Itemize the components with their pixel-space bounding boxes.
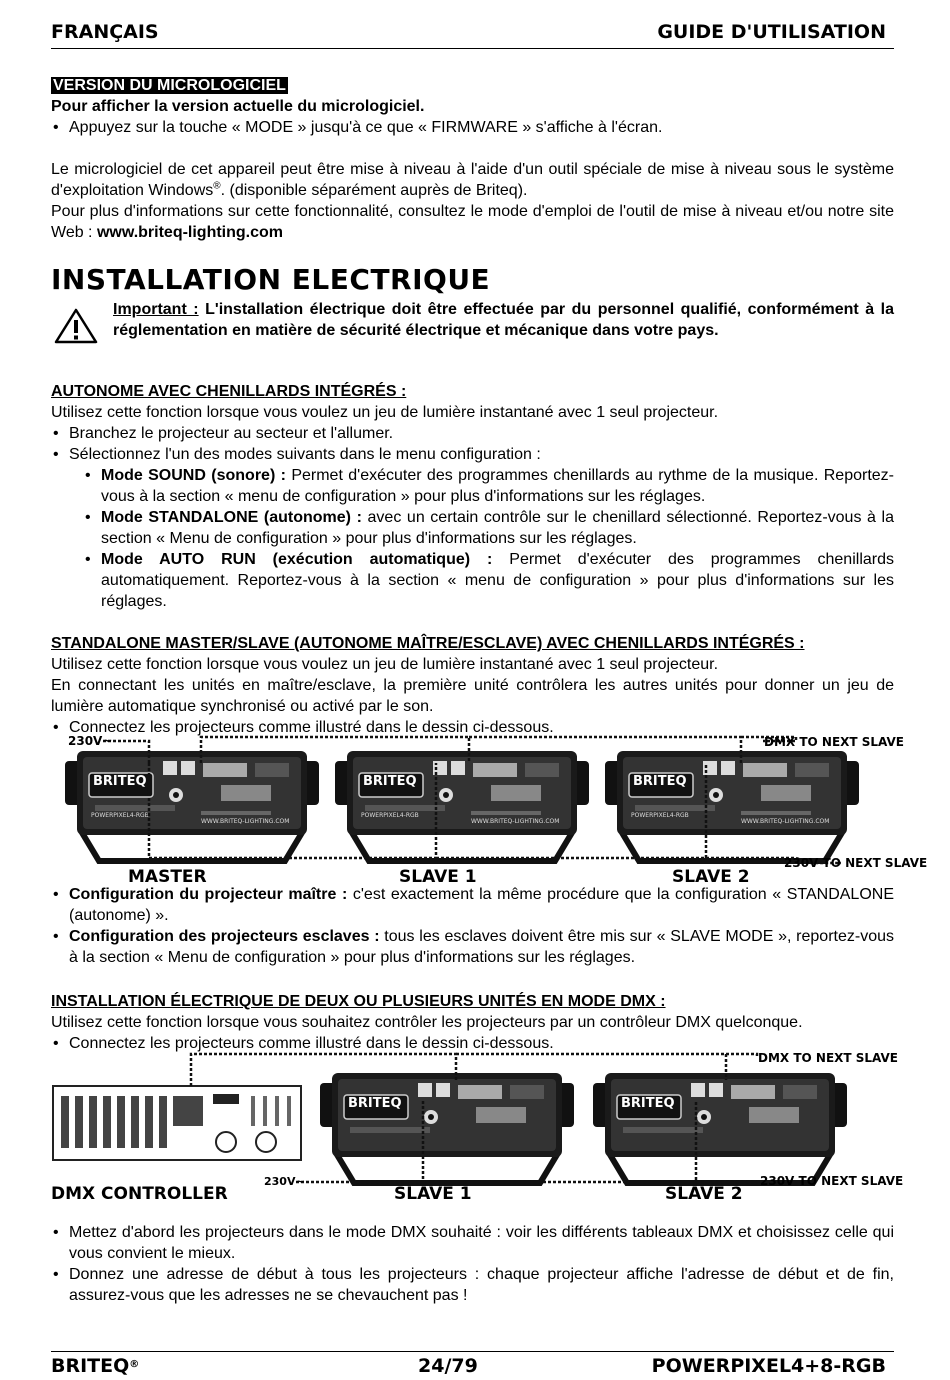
fig2-dmx-next: DMX TO NEXT SLAVE (758, 1051, 898, 1065)
firmware-bullet: • Appuyez sur la touche « MODE » jusqu'à ce que « FIRMWARE » s'affiche à l'écran. (51, 117, 894, 138)
autonome-bullet-2: • Sélectionnez l'un des modes suivants dans le menu configuration : (51, 444, 894, 465)
dmx-heading: INSTALLATION ÉLECTRIQUE DE DEUX OU PLUSIEURS UNITÉS EN MODE DMX : (51, 993, 666, 1010)
footer-model: POWERPIXEL4+8-RGB (651, 1355, 886, 1377)
fig1-model-1: POWERPIXEL4-RGB (91, 812, 149, 819)
fig1-site-2: WWW.BRITEQ-LIGHTING.COM (471, 818, 560, 825)
fig1-site-3: WWW.BRITEQ-LIGHTING.COM (741, 818, 830, 825)
dmx-section (51, 991, 894, 1054)
firmware-subheading: Pour afficher la version actuelle du micrologiciel. (51, 98, 425, 115)
firmware-para1: Le micrologiciel de cet appareil peut être mise à niveau à l'aide d'un outil spéciale de mise à niveau sous le système d'exploitation Windows®. (disponible séparément auprès de Briteq). (51, 161, 894, 199)
firmware-section (51, 75, 894, 243)
header-guide-title: GUIDE D'UTILISATION (657, 21, 886, 43)
config-section (51, 884, 894, 968)
fig2-label-slave2: SLAVE 2 (665, 1184, 743, 1204)
footer-page-number: 24/79 (418, 1355, 478, 1377)
fig1-brand-1: BRITEQ (93, 774, 147, 789)
mode-autorun-item: • Mode AUTO RUN (exécution automatique) : Permet d'exécuter des programmes chenillards automatiquement. Reportez-vous à la section « menu de configuration » pour plus d'informations sur les réglages. (51, 549, 894, 612)
fig1-model-3: POWERPIXEL4-RGB (631, 812, 689, 819)
autonome-intro: Utilisez cette fonction lorsque vous voulez un jeu de lumière instantané avec 1 seul projecteur. (51, 404, 719, 421)
fig2-brand-1: BRITEQ (348, 1096, 402, 1111)
warning-icon (54, 308, 98, 344)
masterslave-bullet: • Connectez les projecteurs comme illustré dans le dessin ci-dessous. (51, 717, 894, 738)
fig1-dmx-next: DMX TO NEXT SLAVE (764, 735, 904, 749)
config-slave-item: • Configuration des projecteurs esclaves : tous les esclaves doivent être mis sur « SLAVE MODE », reportez-vous à la section « Menu de configuration » pour plus d'informations sur les réglages. (51, 926, 894, 968)
fig1-brand-2: BRITEQ (363, 774, 417, 789)
fig2-label-slave1: SLAVE 1 (394, 1184, 472, 1204)
fig1-site-1: WWW.BRITEQ-LIGHTING.COM (201, 818, 290, 825)
footer-brand: BRITEQ® (51, 1355, 140, 1377)
header-language: FRANÇAIS (51, 21, 159, 43)
masterslave-section (51, 633, 894, 738)
fig2-power-in: 230V~ (264, 1175, 305, 1188)
dmx-bullet-1: • Connectez les projecteurs comme illustré dans le dessin ci-dessous. (51, 1033, 894, 1054)
config-master-item: • Configuration du projecteur maître : c'est exactement la même procédure que la configuration « STANDALONE (autonome) ». (51, 884, 894, 926)
master-slave-diagram (51, 733, 928, 887)
fig1-brand-3: BRITEQ (633, 774, 687, 789)
dmx-bullets (51, 1222, 894, 1306)
fig2-brand-2: BRITEQ (621, 1096, 675, 1111)
fig1-label-slave1: SLAVE 1 (399, 867, 477, 887)
fig1-label-master: MASTER (128, 867, 207, 887)
fig1-label-slave2: SLAVE 2 (672, 867, 750, 887)
dmx-intro: Utilisez cette fonction lorsque vous souhaitez contrôler les projecteurs par un contrôleur DMX quelconque. (51, 1014, 803, 1031)
mode-sound-item: • Mode SOUND (sonore) : Permet d'exécuter des programmes chenillards au rythme de la musique. Reportez-vous à la section « menu de configuration » pour plus d'informations sur les réglages. (51, 465, 894, 507)
firmware-para2: Pour plus d'informations sur cette fonctionnalité, consultez le mode d'emploi de l'outil de mise à niveau et/ou notre site Web : www.briteq-lighting.com (51, 203, 894, 241)
autonome-heading: AUTONOME AVEC CHENILLARDS INTÉGRÉS : (51, 383, 407, 400)
firmware-heading: VERSION DU MICROLOGICIEL (53, 77, 286, 94)
important-text: L'installation électrique doit être effectuée par du personnel qualifié, conformément à la réglementation en matière de sécurité électrique et mécanique dans votre pays. (113, 301, 895, 339)
website-link[interactable]: www.briteq-lighting.com (96, 224, 284, 241)
install-title: INSTALLATION ELECTRIQUE (51, 263, 491, 296)
fig2-power-next: 230V TO NEXT SLAVE (760, 1174, 904, 1188)
masterslave-heading: STANDALONE MASTER/SLAVE (AUTONOME MAÎTRE/ESCLAVE) AVEC CHENILLARDS INTÉGRÉS : (51, 635, 805, 652)
fig1-power-next: 230V TO NEXT SLAVE (784, 856, 928, 870)
dmx-diagram (51, 1050, 904, 1205)
masterslave-intro-1: Utilisez cette fonction lorsque vous voulez un jeu de lumière instantané avec 1 seul projecteur. (51, 656, 719, 673)
page-footer (51, 1351, 894, 1380)
autonome-section (51, 381, 894, 612)
fig2-controller-label: DMX CONTROLLER (51, 1184, 228, 1204)
important-label: Important : (113, 301, 199, 318)
fig1-power-in: 230V~ (68, 734, 113, 748)
dmx-controller-device (53, 1086, 301, 1160)
masterslave-intro-2: En connectant les unités en maître/esclave, la première unité contrôlera les autres unités pour donner un jeu de lumière automatique synchronisé ou activé par le son. (51, 677, 894, 715)
fig1-model-2: POWERPIXEL4-RGB (361, 812, 419, 819)
mode-standalone-item: • Mode STANDALONE (autonome) : avec un certain contrôle sur le chenillard sélectionné. Reportez-vous à la section « Menu de configuration » pour plus d'informations sur les réglages. (51, 507, 894, 549)
dmx-bullet-3: • Donnez une adresse de début à tous les projecteurs : chaque projecteur affiche l'adresse de début et de fin, assurez-vous que les adresses ne se chevauchent pas ! (51, 1264, 894, 1306)
page-header (51, 22, 894, 49)
dmx-bullet-2: • Mettez d'abord les projecteurs dans le mode DMX souhaité : voir les différents tableaux DMX et choisissez celle qui vous convient le mieux. (51, 1222, 894, 1264)
important-notice (113, 299, 894, 341)
autonome-bullet-1: • Branchez le projecteur au secteur et l'allumer. (51, 423, 894, 444)
